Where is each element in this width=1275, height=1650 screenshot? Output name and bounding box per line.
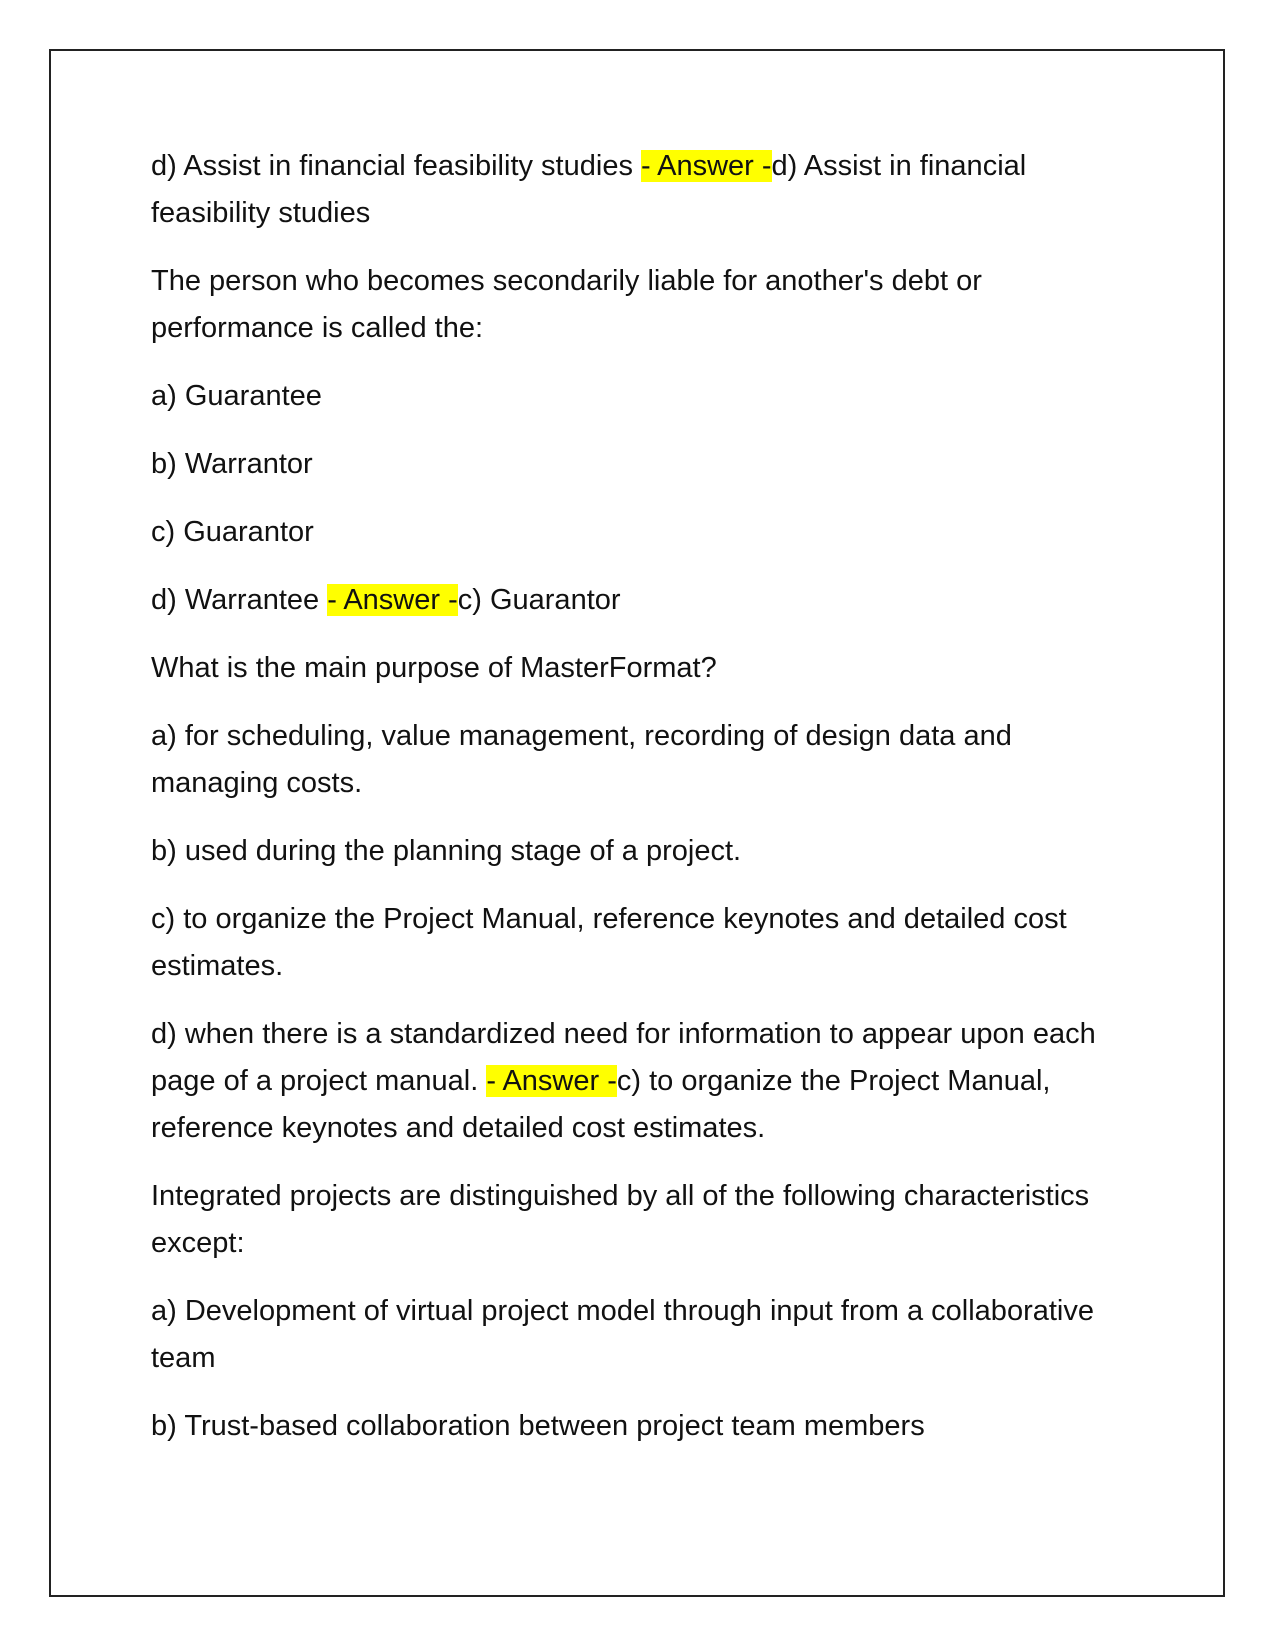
q2-question: The person who becomes secondarily liable for another's debt or performance is called the: — [151, 265, 982, 344]
q3-question: What is the main purpose of MasterFormat? — [151, 652, 717, 684]
q4-question: Integrated projects are distinguished by all of the following characteristics except: — [151, 1180, 1090, 1259]
q2-option-b: b) Warrantor — [151, 448, 313, 480]
q2-option-d-with-answer — [151, 577, 1131, 624]
q4-option-b: b) Trust-based collaboration between project team members — [151, 1410, 925, 1442]
q3-option-c: c) to organize the Project Manual, reference keynotes and detailed cost estimates. — [151, 903, 1067, 982]
answer-marker: - Answer - — [486, 1065, 617, 1097]
q1-option-d-with-answer — [151, 143, 1131, 237]
q2-option-a: a) Guarantee — [151, 380, 322, 412]
q4-option-a: a) Development of virtual project model through input from a collaborative team — [151, 1295, 1094, 1374]
answer-marker: - Answer - — [327, 584, 458, 616]
q2-answer: c) Guarantor — [457, 584, 621, 616]
q1-option-d: d) Assist in financial feasibility studies — [151, 150, 641, 182]
answer-marker: - Answer - — [641, 150, 772, 182]
q3-answer: c) to organize the Project Manual, reference keynotes and detailed cost estimates. — [151, 1065, 1051, 1144]
document-body — [151, 143, 1131, 1471]
q2-option-c: c) Guarantor — [151, 516, 314, 548]
q2-option-d: d) Warrantee — [151, 584, 328, 616]
q3-option-d-with-answer — [151, 1011, 1131, 1152]
q1-answer: d) Assist in financial feasibility studies — [151, 150, 1027, 229]
q3-option-b: b) used during the planning stage of a project. — [151, 835, 742, 867]
q3-option-a: a) for scheduling, value management, recording of design data and managing costs. — [151, 720, 1012, 799]
q3-option-d: d) when there is a standardized need for information to appear upon each page of a project manual. — [151, 1018, 1096, 1097]
